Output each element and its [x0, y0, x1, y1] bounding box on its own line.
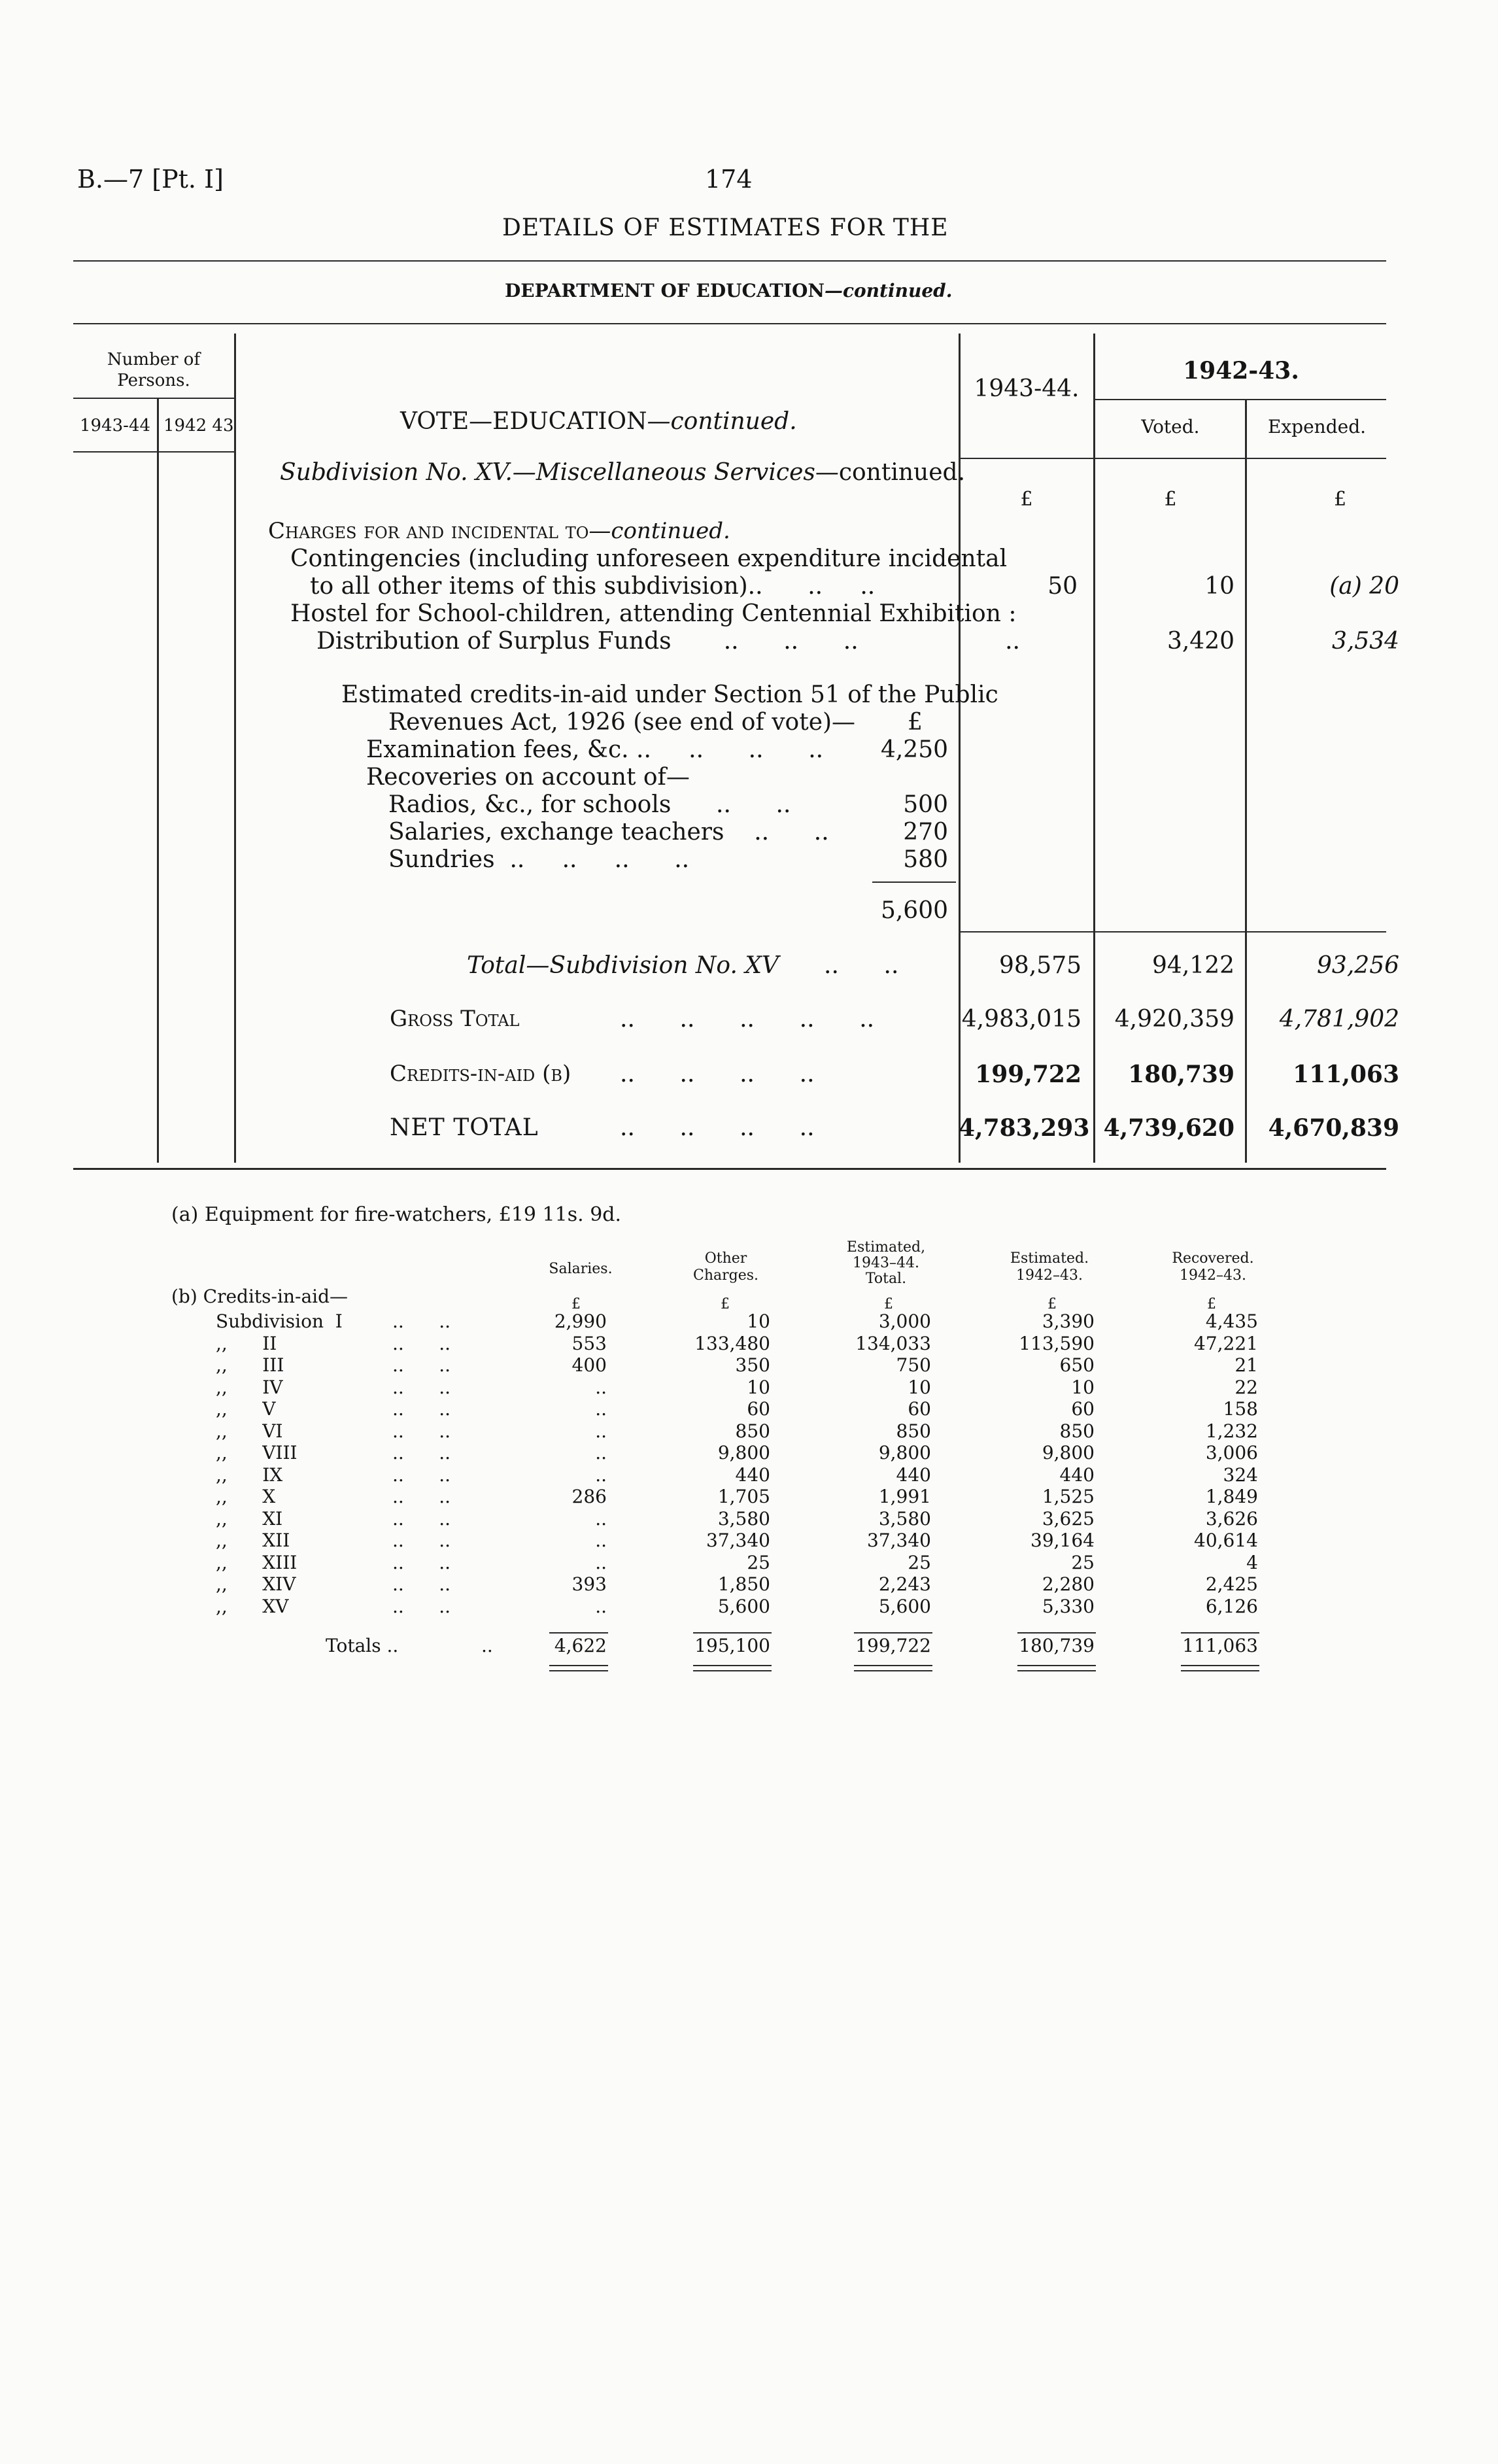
persons-year-1943-header: 1943-44: [80, 416, 151, 436]
fn-cell-est: 60: [908, 1398, 931, 1420]
fn-cell-rec: 3,626: [1205, 1507, 1258, 1530]
fn-cell-est: 5,600: [878, 1595, 931, 1617]
fn-cell-salaries: ..: [595, 1551, 607, 1573]
fn-rec-header: [1157, 1250, 1268, 1284]
fn-totals-est: 199,722: [855, 1635, 931, 1656]
fn-totals-salaries: 4,622: [554, 1635, 607, 1656]
fn-totals-dots: ..: [481, 1635, 493, 1656]
credits-in-aid-dots: .. .. .. ..: [620, 1061, 815, 1087]
fn-totals-rec: 111,063: [1182, 1635, 1258, 1656]
fn-cell-other: 440: [735, 1463, 770, 1486]
net-total-1943: 4,783,293: [959, 1114, 1090, 1142]
fn-cell-label: ,, III: [216, 1354, 284, 1376]
vote-suffix: —continued.: [647, 408, 797, 435]
fn-cell-est: 37,340: [867, 1530, 931, 1551]
fn-salaries-double-rule-1: [549, 1665, 608, 1666]
fn-cell-est42: 5,330: [1042, 1595, 1095, 1617]
net-total-dots: .. .. .. ..: [620, 1114, 815, 1141]
salaries-exchange-value: 270: [903, 819, 948, 846]
department-name: DEPARTMENT OF EDUCATION: [505, 280, 825, 301]
fn-cell-est42: 2,280: [1042, 1573, 1095, 1595]
charges-heading: [268, 518, 730, 544]
fn-cell-other: 133,480: [694, 1332, 770, 1354]
radios-label: Radios, &c., for schools .. ..: [388, 791, 791, 818]
net-total-label: NET TOTAL: [390, 1114, 539, 1141]
exam-fees-label: Examination fees, &c. .. .. .. ..: [366, 736, 824, 763]
fn-cell-est: 440: [896, 1463, 931, 1486]
fn-cell-salaries: ..: [595, 1595, 607, 1617]
fn-cell-est42: 1,525: [1042, 1486, 1095, 1507]
fn-cell-est: 1,991: [878, 1486, 931, 1507]
fn-cell-label: ,, IV: [216, 1376, 283, 1398]
fn-cell-salaries: ..: [595, 1507, 607, 1530]
persons-right-rule: [234, 334, 236, 1163]
fn-rec-double-rule-2: [1181, 1670, 1259, 1671]
gross-total-1943: 4,983,015: [961, 1006, 1081, 1033]
fn-cell-rec: 6,126: [1205, 1595, 1258, 1617]
fn-est-double-rule-2: [854, 1670, 932, 1671]
fn-cell-est42: 10: [1071, 1376, 1095, 1398]
fn-cell-label: Subdivision I: [216, 1310, 343, 1332]
fn-cell-rec: 158: [1223, 1398, 1258, 1420]
fn-cell-salaries: ..: [595, 1376, 607, 1398]
fn-rec-double-rule-1: [1181, 1665, 1259, 1666]
fn-cell-other: 1,705: [717, 1486, 770, 1507]
amount-header-rule: [959, 458, 1386, 459]
net-total-expended: 4,670,839: [1268, 1114, 1399, 1142]
fn-cell-other: 850: [735, 1420, 770, 1442]
fn-cell-dots: .. ..: [392, 1551, 451, 1573]
fn-cell-est42: 113,590: [1019, 1332, 1095, 1354]
fn-cell-salaries: 2,990: [554, 1310, 607, 1332]
contingencies-line2: to all other items of this subdivision).. .. ..: [310, 573, 876, 600]
header-rule: [73, 260, 1386, 262]
hostel-voted: 3,420: [1166, 628, 1234, 655]
voted-expended-divider: [1245, 400, 1247, 1163]
fn-cell-salaries: 400: [571, 1354, 607, 1376]
fn-other-rule: [693, 1632, 772, 1634]
net-total-voted: 4,739,620: [1103, 1114, 1234, 1142]
fn-est-double-rule-1: [854, 1665, 932, 1666]
credits-total-value: 5,600: [880, 897, 948, 924]
fn-cell-rec: 1,232: [1205, 1420, 1258, 1442]
fn-cell-label: ,, XI: [216, 1507, 283, 1530]
hostel-line2: Distribution of Surplus Funds .. .. ..: [316, 628, 859, 655]
fn-cell-rec: 3,006: [1205, 1442, 1258, 1463]
footnote-a: (a) Equipment for fire-watchers, £19 11s. 9d.: [171, 1203, 622, 1226]
fn-other-header: [673, 1250, 778, 1284]
fn-cell-dots: .. ..: [392, 1595, 451, 1617]
fn-cell-label: ,, IX: [216, 1463, 283, 1486]
credits-in-aid-label: Credits-in-aid (b): [390, 1061, 571, 1087]
fn-cell-other: 10: [747, 1310, 770, 1332]
fn-cell-salaries: 553: [571, 1332, 607, 1354]
fn-pound-est42: £: [1047, 1296, 1057, 1312]
fn-cell-est: 3,580: [878, 1507, 931, 1530]
fn-salaries-double-rule-2: [549, 1670, 608, 1671]
fn-totals-est42: 180,739: [1019, 1635, 1095, 1656]
hostel-line1: Hostel for School-children, attending Centennial Exhibition :: [290, 600, 1017, 627]
fn-cell-other: 3,580: [717, 1507, 770, 1530]
fn-est-header-line2: 1943–44.: [853, 1255, 919, 1271]
fn-cell-salaries: ..: [595, 1398, 607, 1420]
fn-cell-rec: 4,435: [1205, 1310, 1258, 1332]
fn-cell-label: ,, VIII: [216, 1442, 298, 1463]
fn-other-header-line1: Other: [704, 1250, 747, 1267]
exam-fees-value: 4,250: [880, 736, 948, 763]
fn-cell-rec: 21: [1234, 1354, 1258, 1376]
fn-cell-est42: 440: [1059, 1463, 1095, 1486]
hostel-1943: ..: [1005, 628, 1020, 655]
fn-cell-salaries: ..: [595, 1530, 607, 1551]
vote-heading: [400, 408, 797, 435]
subdivision-title: Subdivision No. XV.—Miscellaneous Services: [280, 459, 815, 486]
total-subdivision-expended: 93,256: [1317, 952, 1399, 979]
fn-cell-rec: 22: [1234, 1376, 1258, 1398]
fn-cell-dots: .. ..: [392, 1376, 451, 1398]
fn-cell-est: 9,800: [878, 1442, 931, 1463]
fn-pound-salaries: £: [571, 1296, 581, 1312]
contingencies-1943: 50: [1047, 573, 1078, 600]
credits-in-aid-1943: 199,722: [975, 1061, 1081, 1088]
fn-cell-other: 9,800: [717, 1442, 770, 1463]
fn-cell-dots: .. ..: [392, 1486, 451, 1507]
fn-totals-other: 195,100: [694, 1635, 770, 1656]
gross-total-label: Gross Total: [390, 1006, 520, 1032]
col-1942-header: 1942-43.: [1183, 357, 1299, 385]
fn-cell-est42: 650: [1059, 1354, 1095, 1376]
fn-cell-label: ,, XIV: [216, 1573, 296, 1595]
footnote-b-label: (b) Credits-in-aid—: [171, 1286, 349, 1307]
pound-sign-1943: £: [1020, 488, 1033, 511]
fn-cell-other: 10: [747, 1376, 770, 1398]
fn-cell-dots: .. ..: [392, 1398, 451, 1420]
department-heading: [505, 280, 952, 301]
fn-cell-dots: .. ..: [392, 1507, 451, 1530]
fn-cell-label: ,, XV: [216, 1595, 289, 1617]
fn-cell-rec: 4: [1246, 1551, 1258, 1573]
credits-in-aid-voted: 180,739: [1128, 1061, 1234, 1088]
contingencies-expended: (a) 20: [1329, 573, 1399, 600]
fn-est42-double-rule-2: [1017, 1670, 1096, 1671]
credits-line2: Revenues Act, 1926 (see end of vote)—: [388, 709, 856, 736]
document-reference: B.—7 [Pt. I]: [77, 165, 224, 194]
col-1943-header: 1943-44.: [974, 375, 1080, 402]
fn-cell-est42: 3,390: [1042, 1310, 1095, 1332]
total-subdivision-voted: 94,122: [1152, 952, 1234, 979]
fn-rec-header-line2: 1942–43.: [1180, 1267, 1246, 1284]
fn-cell-salaries: ..: [595, 1463, 607, 1486]
vote-title: VOTE—EDUCATION: [400, 408, 647, 435]
credits-pound-sign: £: [908, 709, 923, 736]
number-of-persons-header: Number of Persons.: [107, 350, 201, 390]
fn-est42-double-rule-1: [1017, 1665, 1096, 1666]
expended-header: Expended.: [1267, 416, 1367, 437]
fn-cell-salaries: 393: [571, 1573, 607, 1595]
year-1942-rule: [1093, 399, 1386, 400]
recoveries-label: Recoveries on account of—: [366, 764, 690, 791]
credits-in-aid-expended: 111,063: [1293, 1061, 1399, 1088]
fn-other-double-rule-1: [693, 1665, 772, 1666]
contingencies-line1: Contingencies (including unforeseen expenditure incidental: [290, 545, 1008, 572]
voted-header: Voted.: [1141, 416, 1200, 437]
fn-cell-est: 3,000: [878, 1310, 931, 1332]
fn-cell-label: ,, VI: [216, 1420, 283, 1442]
pound-sign-expended: £: [1334, 488, 1347, 511]
fn-cell-other: 25: [747, 1551, 770, 1573]
fn-cell-est: 10: [908, 1376, 931, 1398]
fn-cell-dots: .. ..: [392, 1463, 451, 1486]
gross-total-expended: 4,781,902: [1279, 1006, 1399, 1033]
department-rule: [73, 323, 1386, 324]
fn-other-header-line2: Charges.: [692, 1267, 759, 1284]
fn-pound-rec: £: [1207, 1296, 1216, 1312]
total-subdivision-dots: .. ..: [824, 952, 899, 979]
fn-cell-est42: 9,800: [1042, 1442, 1095, 1463]
fn-salaries-rule: [549, 1632, 608, 1634]
fn-cell-rec: 2,425: [1205, 1573, 1258, 1595]
fn-cell-other: 350: [735, 1354, 770, 1376]
department-suffix: —continued.: [824, 280, 953, 301]
fn-rec-header-line1: Recovered.: [1172, 1250, 1254, 1267]
fn-cell-rec: 1,849: [1205, 1486, 1258, 1507]
persons-col-divider: [157, 399, 159, 1163]
fn-cell-salaries: 286: [571, 1486, 607, 1507]
fn-pound-other: £: [721, 1296, 730, 1312]
fn-cell-other: 5,600: [717, 1595, 770, 1617]
credits-sum-rule: [872, 881, 956, 883]
fn-rec-rule: [1181, 1632, 1259, 1634]
total-subdivision-label: Total—Subdivision No. XV: [467, 952, 779, 979]
salaries-exchange-label: Salaries, exchange teachers .. ..: [388, 819, 829, 846]
fn-cell-est: 134,033: [855, 1332, 931, 1354]
fn-cell-est42: 850: [1059, 1420, 1095, 1442]
gross-total-voted: 4,920,359: [1114, 1006, 1234, 1033]
fn-cell-label: ,, X: [216, 1486, 276, 1507]
fn-cell-dots: .. ..: [392, 1310, 451, 1332]
fn-cell-dots: .. ..: [392, 1332, 451, 1354]
fn-cell-est: 2,243: [878, 1573, 931, 1595]
fn-est42-rule: [1017, 1632, 1096, 1634]
radios-value: 500: [903, 791, 948, 818]
fn-cell-est42: 60: [1071, 1398, 1095, 1420]
persons-year-rule: [73, 451, 234, 453]
subdivision-suffix: —continued.: [815, 459, 966, 486]
fn-salaries-header: Salaries.: [549, 1261, 613, 1277]
fn-est-header-line1: Estimated,: [846, 1239, 926, 1256]
fn-cell-salaries: ..: [595, 1442, 607, 1463]
fn-cell-label: ,, V: [216, 1398, 276, 1420]
table-bottom-rule: [73, 1168, 1386, 1170]
fn-cell-rec: 47,221: [1194, 1332, 1258, 1354]
credits-line1: Estimated credits-in-aid under Section 51 of the Public: [341, 681, 998, 708]
fn-cell-est42: 39,164: [1030, 1530, 1095, 1551]
page-number: 174: [705, 165, 753, 194]
fn-est42-header-line1: Estimated.: [1010, 1250, 1089, 1267]
charges-suffix: —continued.: [588, 518, 730, 544]
subdivision-heading: [280, 459, 965, 486]
fn-cell-est42: 25: [1071, 1551, 1095, 1573]
fn-cell-dots: .. ..: [392, 1530, 451, 1551]
fn-est-header-line3: Total.: [865, 1271, 907, 1287]
fn-other-double-rule-2: [693, 1670, 772, 1671]
sundries-value: 580: [903, 846, 948, 873]
charges-title: Charges for and incidental to: [268, 518, 589, 544]
fn-cell-label: ,, II: [216, 1332, 277, 1354]
fn-est-rule: [854, 1632, 932, 1634]
page-title: DETAILS OF ESTIMATES FOR THE: [502, 214, 949, 241]
fn-cell-est: 25: [908, 1551, 931, 1573]
pound-sign-voted: £: [1164, 488, 1177, 511]
fn-cell-other: 37,340: [706, 1530, 770, 1551]
contingencies-voted: 10: [1204, 573, 1234, 600]
fn-cell-est: 750: [896, 1354, 931, 1376]
fn-est-header: [830, 1240, 942, 1287]
fn-cell-salaries: ..: [595, 1420, 607, 1442]
total-subdivision-1943: 98,575: [999, 952, 1081, 979]
fn-est42-header-line2: 1942–43.: [1016, 1267, 1083, 1284]
persons-year-1942-header: 1942 43: [163, 416, 234, 436]
amounts-top-rule: [959, 931, 1386, 933]
fn-cell-other: 1,850: [717, 1573, 770, 1595]
fn-cell-est: 850: [896, 1420, 931, 1442]
fn-pound-est: £: [884, 1296, 893, 1312]
fn-cell-rec: 324: [1223, 1463, 1258, 1486]
fn-cell-est42: 3,625: [1042, 1507, 1095, 1530]
fn-cell-other: 60: [747, 1398, 770, 1420]
fn-cell-dots: .. ..: [392, 1354, 451, 1376]
persons-header-rule: [73, 398, 234, 399]
fn-totals-label: Totals ..: [326, 1635, 399, 1656]
fn-cell-rec: 40,614: [1194, 1530, 1258, 1551]
fn-cell-label: ,, XII: [216, 1530, 290, 1551]
sundries-label: Sundries .. .. .. ..: [388, 846, 690, 873]
fn-cell-dots: .. ..: [392, 1442, 451, 1463]
fn-cell-dots: .. ..: [392, 1420, 451, 1442]
gross-total-dots: .. .. .. .. ..: [620, 1006, 875, 1033]
hostel-expended: 3,534: [1331, 628, 1399, 655]
fn-est42-header: [994, 1250, 1105, 1284]
fn-cell-dots: .. ..: [392, 1573, 451, 1595]
fn-cell-label: ,, XIII: [216, 1551, 298, 1573]
